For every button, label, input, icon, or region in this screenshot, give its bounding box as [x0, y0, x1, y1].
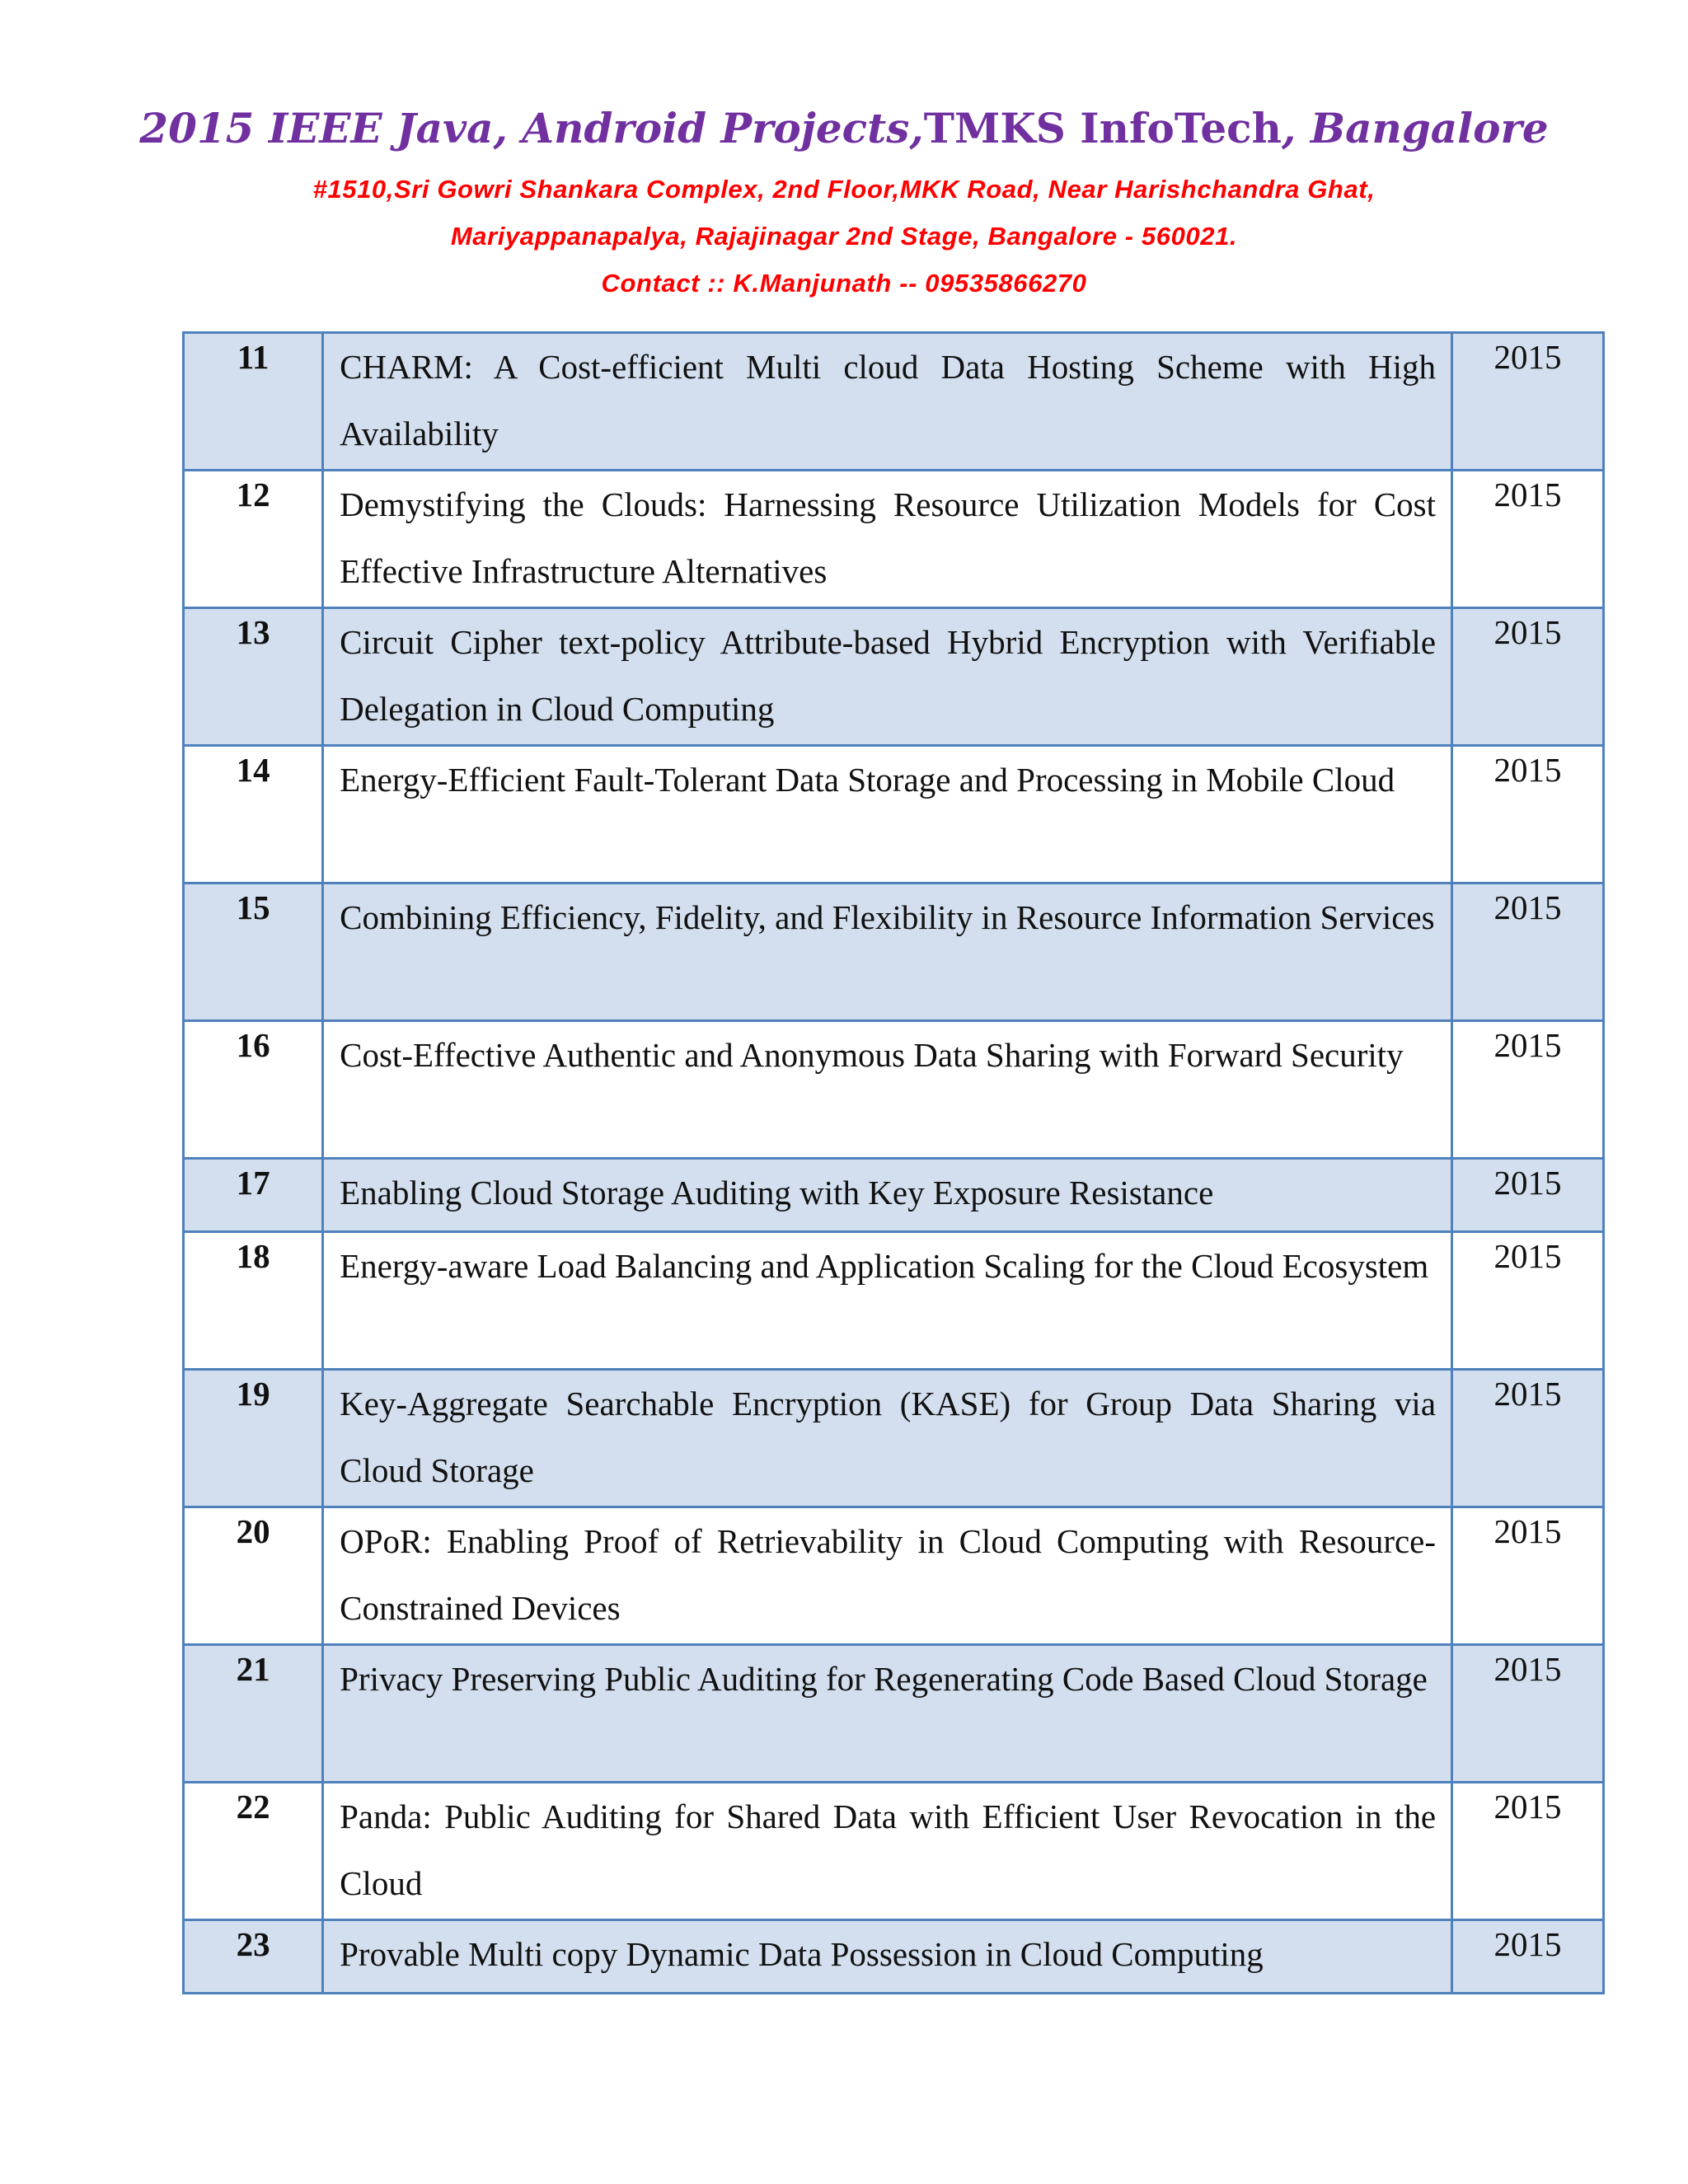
project-title: Provable Multi copy Dynamic Data Possession in Cloud Computing	[323, 1920, 1452, 1994]
project-year: 2015	[1452, 1920, 1604, 1994]
title-separator: ,	[1281, 104, 1311, 152]
row-number: 13	[184, 608, 323, 746]
project-year: 2015	[1452, 608, 1604, 746]
project-year: 2015	[1452, 1159, 1604, 1232]
row-number: 20	[184, 1507, 323, 1645]
row-number: 12	[184, 471, 323, 608]
table-row	[184, 1232, 1604, 1370]
row-number: 21	[184, 1645, 323, 1783]
title-company: TMKS InfoTech	[923, 104, 1282, 152]
project-title: Circuit Cipher text-policy Attribute-based Hybrid Encryption with Verifiable Delegation in Cloud Computing	[323, 608, 1452, 746]
table-row	[184, 1783, 1604, 1920]
project-title: Demystifying the Clouds: Harnessing Resource Utilization Models for Cost Effective Infrastructure Alternatives	[323, 471, 1452, 608]
table-row	[184, 1159, 1604, 1232]
project-title: Energy-Efficient Fault-Tolerant Data Storage and Processing in Mobile Cloud	[323, 746, 1452, 883]
project-title: Enabling Cloud Storage Auditing with Key Exposure Resistance	[323, 1159, 1452, 1232]
table-row	[184, 1021, 1604, 1159]
project-title: Panda: Public Auditing for Shared Data with Efficient User Revocation in the Cloud	[323, 1783, 1452, 1920]
project-year: 2015	[1452, 1232, 1604, 1370]
row-number: 17	[184, 1159, 323, 1232]
table-row	[184, 1920, 1604, 1994]
project-title: Privacy Preserving Public Auditing for Regenerating Code Based Cloud Storage	[323, 1645, 1452, 1783]
page-title	[0, 97, 1688, 160]
table-row	[184, 746, 1604, 883]
project-title: Key-Aggregate Searchable Encryption (KASE) for Group Data Sharing via Cloud Storage	[323, 1370, 1452, 1507]
project-title: Cost-Effective Authentic and Anonymous Data Sharing with Forward Security	[323, 1021, 1452, 1159]
title-city: Bangalore	[1310, 104, 1549, 152]
title-text: 2015 IEEE Java, Android Projects,	[139, 104, 924, 152]
row-number: 11	[184, 333, 323, 471]
table-row	[184, 883, 1604, 1021]
project-year: 2015	[1452, 471, 1604, 608]
table-row	[184, 333, 1604, 471]
table-row	[184, 608, 1604, 746]
row-number: 23	[184, 1920, 323, 1994]
row-number: 19	[184, 1370, 323, 1507]
project-title: OPoR: Enabling Proof of Retrievability in Cloud Computing with Resource-Constrained Devices	[323, 1507, 1452, 1645]
table-row	[184, 1645, 1604, 1783]
table-row	[184, 1370, 1604, 1507]
projects-table	[182, 331, 1605, 1994]
page-header	[0, 97, 1688, 307]
project-year: 2015	[1452, 1783, 1604, 1920]
project-year: 2015	[1452, 883, 1604, 1021]
row-number: 14	[184, 746, 323, 883]
row-number: 15	[184, 883, 323, 1021]
row-number: 16	[184, 1021, 323, 1159]
project-year: 2015	[1452, 1370, 1604, 1507]
contact-line: Contact :: K.Manjunath -- 09535866270	[601, 269, 1087, 298]
address-line-1: #1510,Sri Gowri Shankara Complex, 2nd Floor,MKK Road, Near Harishchandra Ghat,	[312, 175, 1376, 204]
project-title: Energy-aware Load Balancing and Application Scaling for the Cloud Ecosystem	[323, 1232, 1452, 1370]
project-year: 2015	[1452, 333, 1604, 471]
table-row	[184, 1507, 1604, 1645]
table-row	[184, 471, 1604, 608]
row-number: 18	[184, 1232, 323, 1370]
project-year: 2015	[1452, 1507, 1604, 1645]
project-year: 2015	[1452, 1645, 1604, 1783]
project-title: Combining Efficiency, Fidelity, and Flexibility in Resource Information Services	[323, 883, 1452, 1021]
row-number: 22	[184, 1783, 323, 1920]
address-line-2: Mariyappanapalya, Rajajinagar 2nd Stage, Bangalore - 560021.	[450, 222, 1238, 251]
project-year: 2015	[1452, 1021, 1604, 1159]
project-year: 2015	[1452, 746, 1604, 883]
project-title: CHARM: A Cost-efficient Multi cloud Data Hosting Scheme with High Availability	[323, 333, 1452, 471]
